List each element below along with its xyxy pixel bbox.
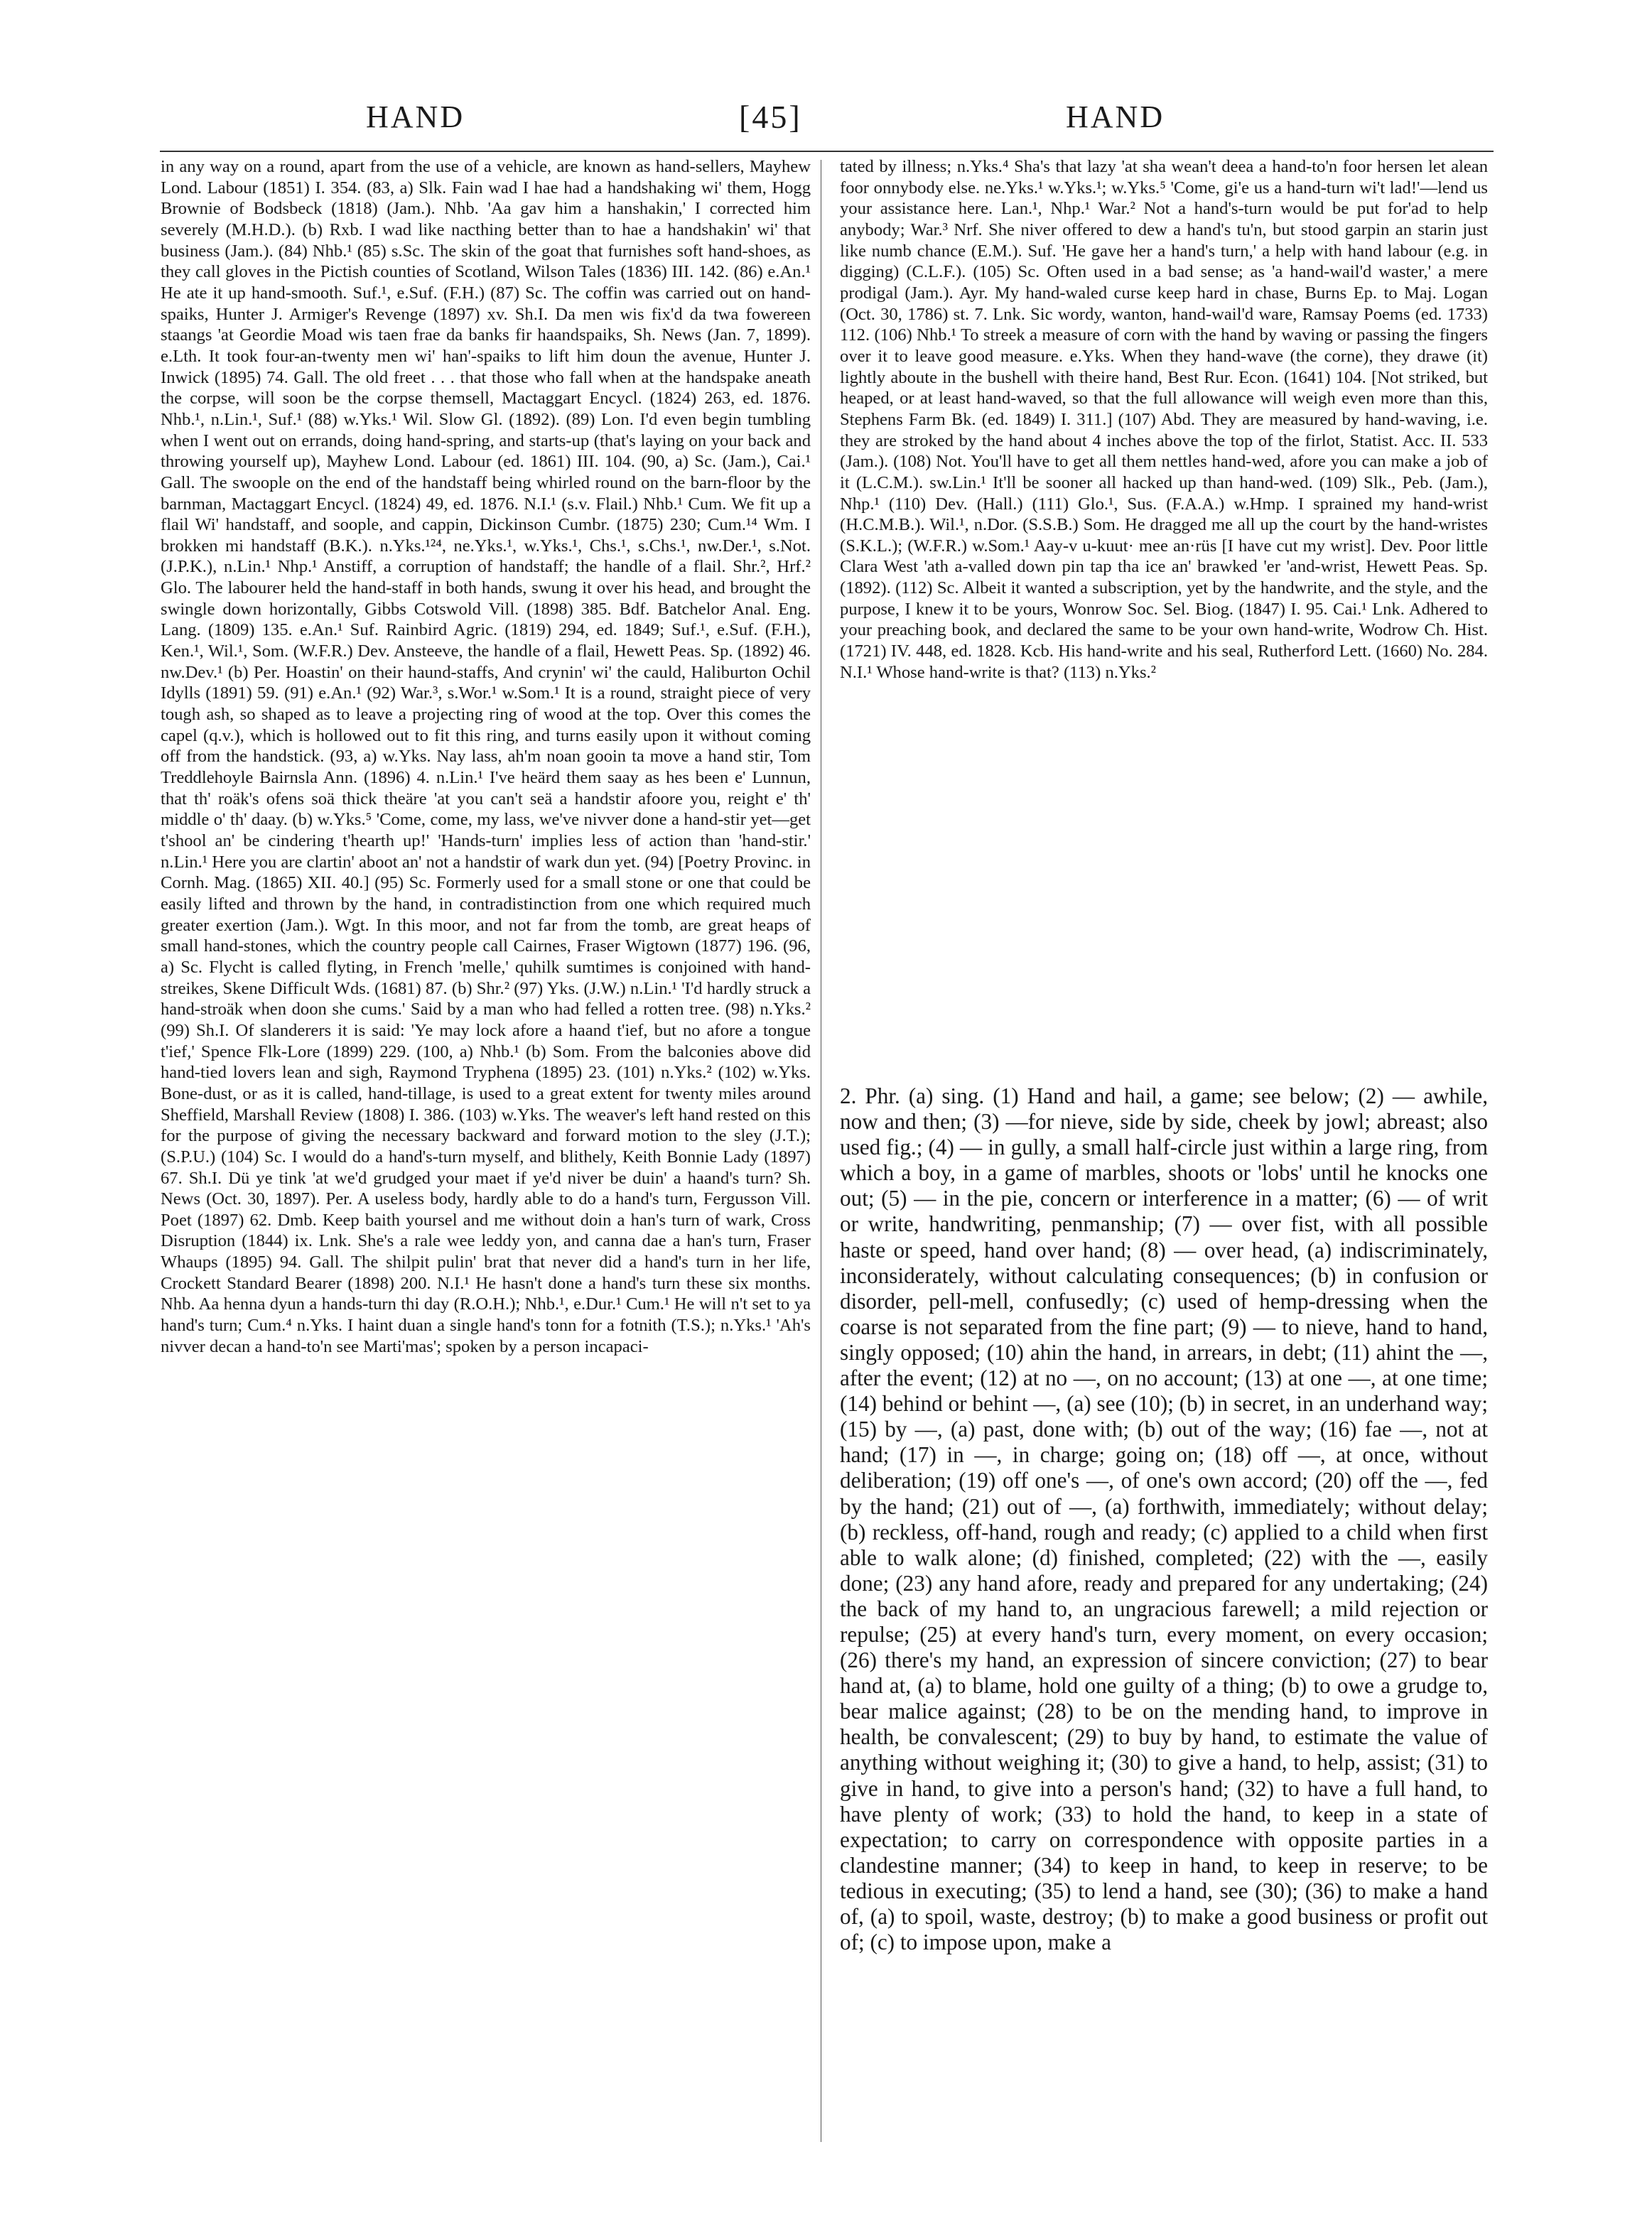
right-column-lower — [840, 1083, 1488, 2149]
header-rule — [160, 151, 1494, 152]
left-column-text: in any way on a round, apart from the use of a vehicle, are known as hand-sellers, Mayhew Lond. Labour (1851) I. 354. (83, a) Slk. Fain wad I hae had a handshaking wi' them, Hogg Brownie of Bodsbeck (1818) (Jam.). Nhb. 'Aa gav him a hanshakin,' I corrected him severely (M.H.D.). (b) Rxb. I wad like nacthing better than to hae a handshakin' wi' that business (Jam.). (84) Nhb.¹ (85) s.Sc. The skin of the goat that furnishes soft hand-shoes, as they call gloves in the Pictish counties of Scotland, Wilson Tales (1836) III. 142. (86) e.An.¹ He ate it up hand-smooth. Suf.¹, e.Suf. (F.H.) (87) Sc. The coffin was carried out on hand-spaiks, Hunter J. Armiger's Revenge (1897) xv. Sh.I. Da men wis fix'd da twa fowereen staangs 'at Geordie Moad wis taen frae da banks fir haandspaiks, Sh. News (Jan. 7, 1899). e.Lth. It took four-an-twenty men wi' han'-spaiks to lift him doun the avenue, Hunter J. Inwick (1895) 74. Gall. The old freet . . . that those who fall when at the handspake aneath the corpse, will soon be the corpse themsell, Mactaggart Encycl. (1824) 263, ed. 1876. Nhb.¹, n.Lin.¹, Suf.¹ (88) w.Yks.¹ Wil. Slow Gl. (1892). (89) Lon. I'd even begin tumbling when I went out on errands, doing hand-spring, and starts-up (that's laying on your back and throwing yourself up), Mayhew Lond. Labour (ed. 1861) III. 104. (90, a) Sc. (Jam.), Cai.¹ Gall. The swoople on the end of the handstaff being whirled round on the barn-floor by the barnman, Mactaggart Encycl. (1824) 49, ed. 1876. N.I.¹ (s.v. Flail.) Nhb.¹ Cum. We fit up a flail Wi' handstaff, and soople, and cappin, Dickinson Cumbr. (1875) 230; Cum.¹⁴ Wm. I brokken mi handstaff (B.K.). n.Yks.¹²⁴, ne.Yks.¹, w.Yks.¹, Chs.¹, s.Chs.¹, nw.Der.¹, s.Not. (J.P.K.), n.Lin.¹ Nhp.¹ Anstiff, a corruption of handstaff; the handle of a flail. Shr.², Hrf.² Glo. The labourer held the hand-staff in both hands, swung it over his head, and brought the swingle down horizontally, Gibbs Cotswold Vill. (1898) 385. Bdf. Batchelor Anal. Eng. Lang. (1809) 135. e.An.¹ Suf. Rainbird Agric. (1819) 294, ed. 1849; Suf.¹, e.Suf. (F.H.), Ken.¹, Wil.¹, Som. (W.F.R.) Dev. Ansteeve, the handle of a flail, Hewett Peas. Sp. (1892) 46. nw.Dev.¹ (b) Per. Hoastin' on their haund-staffs, And crynin' wi' the cauld, Haliburton Ochil Idylls (1891) 59. (91) e.An.¹ (92) War.³, s.Wor.¹ w.Som.¹ It is a round, straight piece of very tough ash, so shaped as to leave a projecting ring of wood at the top. Over this comes the capel (q.v.), which is hollowed out to fit this ring, and turns easily upon it without coming off from the handstick. (93, a) w.Yks. Nay lass, ah'm noan gooin ta move a hand stir, Tom Treddlehoyle Bairnsla Ann. (1896) 4. n.Lin.¹ I've heärd them saay as hes been e' Lunnun, that th' roäk's ofens soä thick theäre 'at you can't seä a handstir afoore you, reight e' th' middle o' th' daay. (b) w.Yks.⁵ 'Come, come, my lass, we've nivver done a hand-stir yet—get t'shool an' be cindering t'hearth up!' 'Hands-turn' implies less of action than 'hand-stir.' n.Lin.¹ Here you are clartin' aboot an' not a handstir of wark dun yet. (94) [Poetry Provinc. in Cornh. Mag. (1865) XII. 40.] (95) Sc. Formerly used for a small stone or one that could be easily lifted and thrown by the hand, in contradistinction from one which required much greater exertion (Jam.). Wgt. In this moor, and not far from the tomb, are great heaps of small hand-stones, which the country people call Cairnes, Fraser Wigtown (1877) 196. (96, a) Sc. Flycht is called flyting, in French 'melle,' quhilk sumtimes is conjoined with hand-streikes, Skene Difficult Wds. (1681) 87. (b) Shr.² (97) Yks. (J.W.) n.Lin.¹ 'I'd hardly struck a hand-stroäk when doon she cums.' Said by a man who had felled a rotten tree. (98) n.Yks.² (99) Sh.I. Of slanderers it is said: 'Ye may lock afore a haand t'ief, but no afore a tongue t'ief,' Spence Flk-Lore (1899) 229. (100, a) Nhb.¹ (b) Som. From the balconies above did hand-tied lovers lean and sigh, Raymond Tryphena (1895) 23. (101) n.Yks.² (102) w.Yks. Bone-dust, or as it is called, hand-tillage, is used to a great extent for twenty miles around Sheffield, Marshall Review (1808) I. 386. (103) w.Yks. The weaver's left hand rested on this for the purpose of giving the necessary backward and forward motion to the sley (J.T.); (S.P.U.) (104) Sc. I would do a hand's-turn myself, and blithely, Keith Bonnie Lady (1897) 67. Sh.I. Dü ye tink 'at we'd grudged your maet if ye'd niver be duin' a haand's turn? Sh. News (Oct. 30, 1897). Per. A useless body, hardly able to do a hand's turn, Fergusson Vill. Poet (1897) 62. Dmb. Keep baith yoursel and me without doin a han's turn of wark, Cross Disruption (1844) ix. Lnk. She's a rale wee leddy yon, and canna dae a han's turn, Fraser Whaups (1895) 94. Gall. The shilpit pulin' brat that never did a hand's turn in her life, Crockett Standard Bearer (1898) 200. N.I.¹ He hasn't done a hand's turn these six months. Nhb. Aa henna dyun a hands-turn thi day (R.O.H.); Nhb.¹, e.Dur.¹ Cum.¹ He will n't set to ya hand's turn; Cum.⁴ n.Yks. I haint duan a single hand's tonn for a fotnith (T.S.); n.Yks.¹ 'Ah's nivver decan a hand-to'n see Marti'mas'; spoken by a person incapaci- — [161, 157, 811, 1356]
running-head-right: HAND — [1066, 99, 1165, 134]
page-header — [0, 92, 1652, 142]
left-column — [161, 156, 811, 2160]
right-column-upper — [840, 156, 1488, 1073]
page-number: [45] — [739, 99, 802, 135]
running-head-left: HAND — [366, 99, 465, 134]
right-column-lower-text: 2. Phr. (a) sing. (1) Hand and hail, a game; see below; (2) — awhile, now and then; (3) —for nieve, side by side, cheek by jowl; abreast; also used fig.; (4) — in gully, a small half-circle just within a large ring, from which a boy, in a game of marbles, shoots or 'lobs' until he knocks one out; (5) — in the pie, concern or interference in a matter; (6) — of writ or write, handwriting, penmanship; (7) — over fist, with all possible haste or speed, hand over hand; (8) — over head, (a) indiscriminately, inconsiderately, without calculating consequences; (b) in confusion or disorder, pell-mell, confusedly; (c) used of hemp-dressing when the coarse is not separated from the fine part; (9) — to nieve, hand to hand, singly opposed; (10) ahin the hand, in arrears, in debt; (11) ahint the —, after the event; (12) at no —, on no account; (13) at one —, at one time; (14) behind or behint —, (a) see (10); (b) in secret, in an underhand way; (15) by —, (a) past, done with; (b) out of the way; (16) fae —, not at hand; (17) in —, in charge; going on; (18) off —, at once, without deliberation; (19) off one's —, of one's own accord; (20) off the —, fed by the hand; (21) out of —, (a) forthwith, immediately; without delay; (b) reckless, off-hand, rough and ready; (c) applied to a child when first able to walk alone; (d) finished, completed; (22) with the —, easily done; (23) any hand afore, ready and prepared for any undertaking; (24) the back of my hand to, an ungracious farewell; a mild rejection or repulse; (25) at every hand's turn, every moment, on every occasion; (26) there's my hand, an expression of sincere conviction; (27) to bear hand at, (a) to blame, hold one guilty of a thing; (b) to owe a grudge to, bear malice against; (28) to be on the mending hand, to improve in health, be convalescent; (29) to buy by hand, to estimate the value of anything without weighing it; (30) to give a hand, to help, assist; (31) to give in hand, to give into a person's hand; (32) to have a full hand, to have plenty of work; (33) to hold the hand, to keep in a state of expectation; to carry on correspondence with opposite parties in a clandestine manner; (34) to keep in hand, to keep in reserve; to be tedious in executing; (35) to lend a hand, see (30); (36) to make a hand of, (a) to spoil, waste, destroy; (b) to make a good business or profit out of; (c) to impose upon, make a — [840, 1083, 1488, 1955]
right-column-upper-text: tated by illness; n.Yks.⁴ Sha's that lazy 'at sha wean't deea a hand-to'n foor hersen let alean foor onnybody else. ne.Yks.¹ w.Yks.¹; w.Yks.⁵ 'Come, gi'e us a hand-turn wi't lad!'—lend us your assistance here. Lan.¹, Nhp.¹ War.² Not a hand's-turn would be put for'ad to help anybody; War.³ Nrf. She niver offered to dew a hand's tu'n, but stood garpin an starin just like numb chance (E.M.). Suf. 'He gave her a hand's turn,' a help with hand labour (e.g. in digging) (C.L.F.). (105) Sc. Often used in a bad sense; as 'a hand-wail'd waster,' a mere prodigal (Jam.). Ayr. My hand-waled curse keep hard in chase, Burns Ep. to Maj. Logan (Oct. 30, 1786) st. 7. Lnk. Sic wordy, wanton, hand-wail'd ware, Ramsay Poems (ed. 1733) 112. (106) Nhb.¹ To streek a measure of corn with the hand by waving or passing the fingers over it to leave good measure. e.Yks. When they hand-wave (the corne), they drawe (it) lightly aboute in the bushell with theire hand, Best Rur. Econ. (1641) 104. [Not striked, but heaped, or at least hand-waved, so that the full allowance will weigh even more than this, Stephens Farm Bk. (ed. 1849) I. 311.] (107) Abd. They are measured by hand-waving, i.e. they are stroked by the hand about 4 inches above the top of the firlot, Statist. Acc. II. 533 (Jam.). (108) Not. You'll have to get all them nettles hand-wed, afore you can make a job of it (L.C.M.). sw.Lin.¹ It'll be sooner all hacked up than hand-wed. (109) Slk., Peb. (Jam.), Nhp.¹ (110) Dev. (Hall.) (111) Glo.¹, Sus. (F.A.A.) w.Hmp. I sprained my hand-wrist (H.C.M.B.). Wil.¹, n.Dor. (S.S.B.) Som. He dragged me all up the court by the hand-wristes (S.K.L.); (W.F.R.) w.Som.¹ Aay-v u-kuut· mee an·rüs [I have cut my wrist]. Dev. Poor little Clara West 'ath a-valled down pin tap tha ice an' brawked 'er 'and-wrist, Hewett Peas. Sp. (1892). (112) Sc. Albeit it wanted a subscription, yet by the handwrite, and the style, and the purpose, I knew it to be yours, Wonrow Soc. Sel. Biog. (1847) I. 95. Cai.¹ Lnk. Adhered to your preaching book, and declared the same to be your own hand-write, Wodrow Ch. Hist. (1721) IV. 448, ed. 1828. Kcb. His hand-write and his seal, Rutherford Lett. (1660) No. 284. N.I.¹ Whose hand-write is that? (113) n.Yks.² — [840, 157, 1488, 682]
